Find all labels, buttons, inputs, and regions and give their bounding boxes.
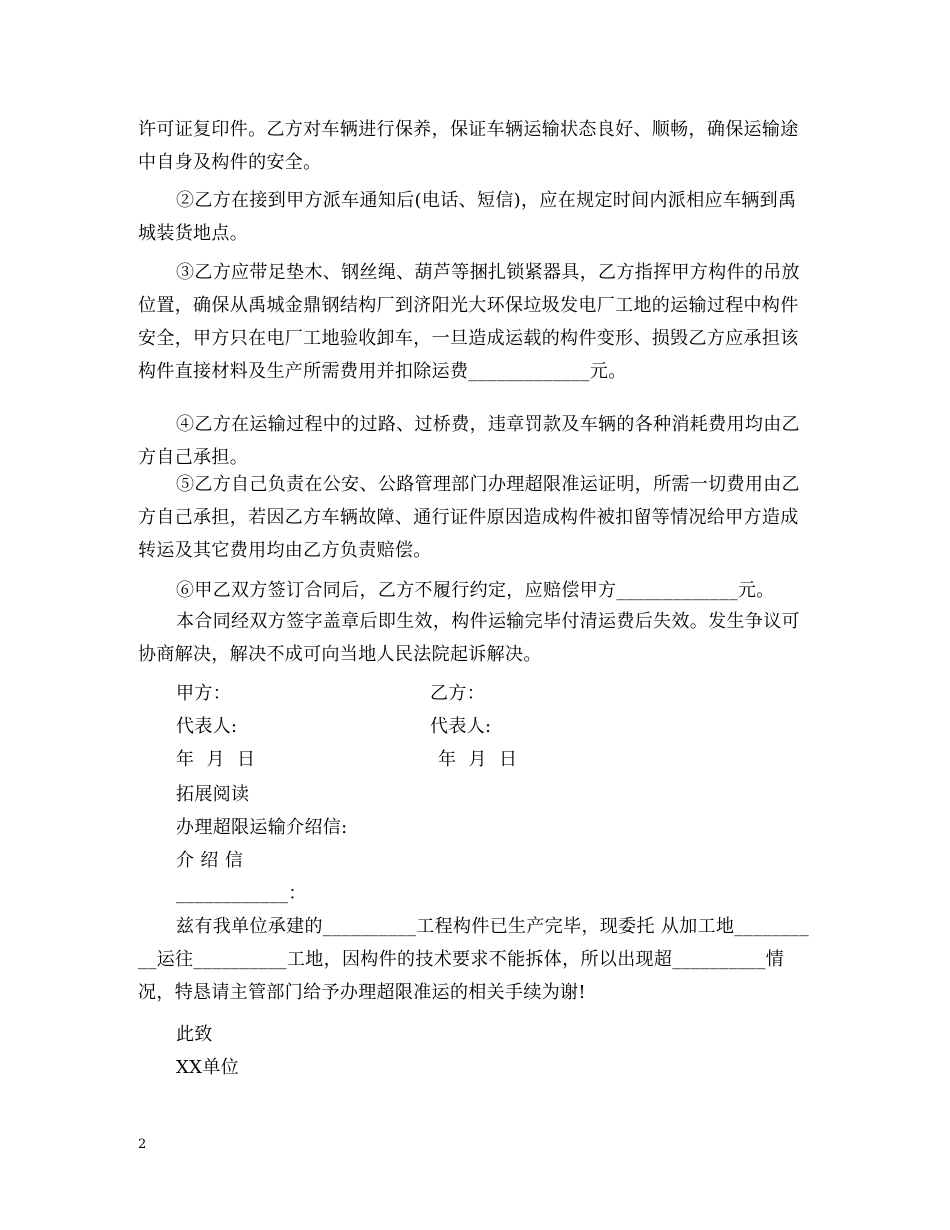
paragraph-clause-5: ⑤乙方自己负责在公安、公路管理部门办理超限准运证明，所需一切费用由乙方自己承担，若因乙方车辆故障、通行证件原因造成构件被扣留等情况给甲方造成转运及其它费用均由乙方负责赔偿。 (138, 474, 800, 561)
party-b-label: 乙方： (430, 683, 486, 704)
representative-b-label: 代表人: (430, 716, 492, 737)
paragraph-permit-copy: 许可证复印件。乙方对车辆进行保养，保证车辆运输状态良好、顺畅，确保运输途中自身及构件的安全。 (138, 119, 799, 173)
representative-a-label: 代表人: (176, 716, 238, 737)
paragraph-clause-2: ②乙方在接到甲方派车通知后(电话、短信)，应在规定时间内派相应车辆到禹城装货地点。 (138, 190, 797, 244)
date-b-label: 年 月 日 (438, 749, 518, 770)
letter-body: 兹有我单位承建的__________工程构件已生产完毕，现委托 从加工地__________运往__________工地，因构件的技术要求不能拆体，所以出现超__________情况，特恳请主管部门给予办理超限准运的相关手续为谢! (138, 916, 810, 1003)
paragraph-effect: 本合同经双方签字盖章后即生效，构件运输完毕付清运费后失效。发生争议可协商解决，解决不成可向当地人民法院起诉解决。 (138, 611, 800, 665)
party-a-label: 甲方： (176, 683, 232, 704)
paragraph-clause-6: ⑥甲乙双方签订合同后，乙方不履行约定，应赔偿甲方_____________元。 (176, 580, 775, 601)
paragraph-clause-3: ③乙方应带足垫木、钢丝绳、葫芦等捆扎锁紧器具，乙方指挥甲方构件的吊放位置，确保从禹城金鼎钢结构厂到济阳光大环保垃圾发电厂工地的运输过程中构件安全，甲方只在电厂工地验收卸车，一旦造成运载的构件变形、损毁乙方应承担该构件直接材料及生产所需费用并扣除运费_____________元。 (138, 262, 800, 382)
extended-reading-heading: 拓展阅读 (176, 784, 250, 805)
letter-sender: XX单位 (176, 1057, 240, 1078)
letter-closing: 此致 (176, 1024, 213, 1045)
page-number: 2 (138, 1137, 147, 1152)
letter-title: 介 绍 信 (176, 850, 244, 871)
date-a-label: 年 月 日 (176, 749, 256, 770)
paragraph-clause-4: ④乙方在运输过程中的过路、过桥费，违章罚款及车辆的各种消耗费用均由乙方自己承担。 (138, 414, 800, 468)
letter-addressee: ____________： (176, 883, 307, 904)
letter-heading: 办理超限运输介绍信: (176, 817, 348, 838)
